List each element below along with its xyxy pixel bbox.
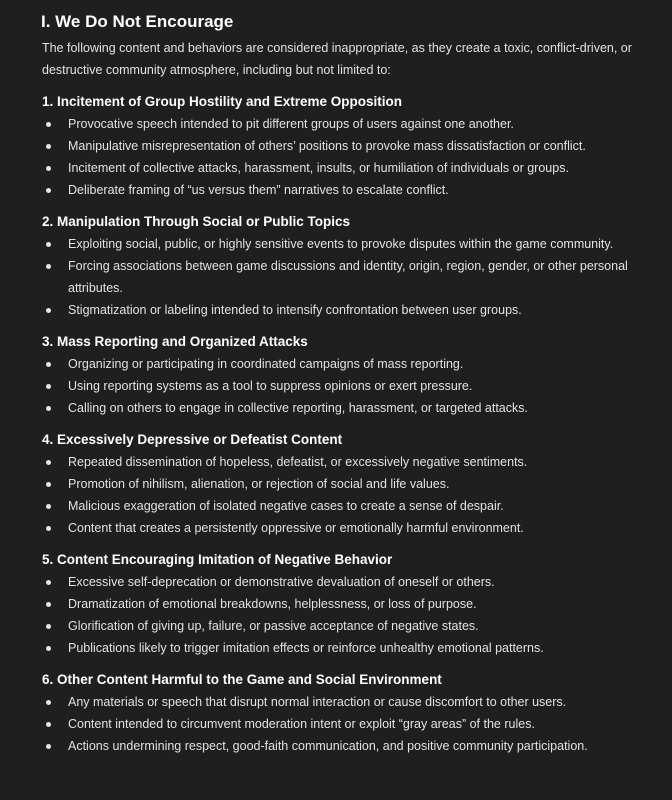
list-item-text: Provocative speech intended to pit different groups of users against one another. xyxy=(68,117,514,131)
section-heading: 4. Excessively Depressive or Defeatist Content xyxy=(42,432,343,447)
list-item xyxy=(42,735,644,757)
list-item xyxy=(42,353,644,375)
bullet-icon xyxy=(46,166,51,171)
list-item xyxy=(42,473,644,495)
bullet-icon xyxy=(46,362,51,367)
bullet-icon xyxy=(46,580,51,585)
section-1 xyxy=(42,92,644,201)
list-item xyxy=(42,451,644,473)
section-heading: 1. Incitement of Group Hostility and Extreme Opposition xyxy=(42,94,403,109)
bullet-icon xyxy=(46,242,51,247)
list-item xyxy=(42,397,644,419)
list-item xyxy=(42,157,644,179)
bullet-icon xyxy=(46,482,51,487)
list-item xyxy=(42,255,644,299)
list-item-text: Dramatization of emotional breakdowns, helplessness, or loss of purpose. xyxy=(68,597,477,611)
bullet-icon xyxy=(46,602,51,607)
bullet-icon xyxy=(46,722,51,727)
section-heading: 6. Other Content Harmful to the Game and Social Environment xyxy=(42,672,442,687)
list-item xyxy=(42,179,644,201)
list-item xyxy=(42,495,644,517)
bullet-list xyxy=(42,233,644,321)
list-item-text: Exploiting social, public, or highly sensitive events to provoke disputes within the game community. xyxy=(68,237,614,251)
list-item-text: Manipulative misrepresentation of others’ positions to provoke mass dissatisfaction or conflict. xyxy=(68,139,586,153)
list-item-text: Organizing or participating in coordinated campaigns of mass reporting. xyxy=(68,357,464,371)
list-item-text: Calling on others to engage in collective reporting, harassment, or targeted attacks. xyxy=(68,401,528,415)
section-heading: 3. Mass Reporting and Organized Attacks xyxy=(42,334,308,349)
document-title: I. We Do Not Encourage xyxy=(41,12,234,31)
section-2 xyxy=(42,212,644,321)
bullet-icon xyxy=(46,384,51,389)
section-6 xyxy=(42,670,644,757)
bullet-icon xyxy=(46,144,51,149)
list-item-text: Deliberate framing of “us versus them” narratives to escalate conflict. xyxy=(68,183,449,197)
section-5 xyxy=(42,550,644,659)
list-item-text: Promotion of nihilism, alienation, or rejection of social and life values. xyxy=(68,477,450,491)
bullet-icon xyxy=(46,504,51,509)
list-item xyxy=(42,713,644,735)
list-item xyxy=(42,299,644,321)
list-item-text: Any materials or speech that disrupt normal interaction or cause discomfort to other users. xyxy=(68,695,567,709)
list-item-text: Malicious exaggeration of isolated negative cases to create a sense of despair. xyxy=(68,499,504,513)
list-item-text: Using reporting systems as a tool to suppress opinions or exert pressure. xyxy=(68,379,473,393)
list-item-text: Glorification of giving up, failure, or passive acceptance of negative states. xyxy=(68,619,479,633)
list-item xyxy=(42,691,644,713)
section-3 xyxy=(42,332,644,419)
bullet-icon xyxy=(46,308,51,313)
list-item xyxy=(42,637,644,659)
list-item-text: Stigmatization or labeling intended to intensify confrontation between user groups. xyxy=(68,303,522,317)
bullet-list xyxy=(42,451,644,539)
list-item xyxy=(42,375,644,397)
bullet-icon xyxy=(46,188,51,193)
bullet-list xyxy=(42,691,644,757)
bullet-icon xyxy=(46,744,51,749)
list-item-text: Content that creates a persistently oppressive or emotionally harmful environment. xyxy=(68,521,524,535)
list-item xyxy=(42,593,644,615)
list-item-text: Forcing associations between game discussions and identity, origin, region, gender, or other personal attributes. xyxy=(68,259,628,295)
bullet-icon xyxy=(46,406,51,411)
bullet-icon xyxy=(46,646,51,651)
bullet-list xyxy=(42,113,644,201)
bullet-icon xyxy=(46,700,51,705)
list-item xyxy=(42,517,644,539)
list-item xyxy=(42,233,644,255)
section-heading: 2. Manipulation Through Social or Public Topics xyxy=(42,214,351,229)
section-4 xyxy=(42,430,644,539)
section-heading: 5. Content Encouraging Imitation of Negative Behavior xyxy=(42,552,393,567)
bullet-icon xyxy=(46,460,51,465)
list-item xyxy=(42,113,644,135)
bullet-list xyxy=(42,571,644,659)
list-item-text: Publications likely to trigger imitation effects or reinforce unhealthy emotional patterns. xyxy=(68,641,544,655)
list-item xyxy=(42,615,644,637)
list-item-text: Content intended to circumvent moderation intent or exploit “gray areas” of the rules. xyxy=(68,717,535,731)
sections-container xyxy=(42,92,644,757)
bullet-list xyxy=(42,353,644,419)
bullet-icon xyxy=(46,264,51,269)
bullet-icon xyxy=(46,122,51,127)
list-item-text: Actions undermining respect, good-faith communication, and positive community participation. xyxy=(68,739,588,753)
bullet-icon xyxy=(46,624,51,629)
list-item-text: Incitement of collective attacks, harassment, insults, or humiliation of individuals or groups. xyxy=(68,161,569,175)
intro-paragraph: The following content and behaviors are considered inappropriate, as they create a toxic, conflict-driven, or destructive community atmosphere, including but not limited to: xyxy=(42,41,632,77)
list-item-text: Repeated dissemination of hopeless, defeatist, or excessively negative sentiments. xyxy=(68,455,528,469)
list-item xyxy=(42,571,644,593)
bullet-icon xyxy=(46,526,51,531)
list-item xyxy=(42,135,644,157)
list-item-text: Excessive self-deprecation or demonstrative devaluation of oneself or others. xyxy=(68,575,495,589)
